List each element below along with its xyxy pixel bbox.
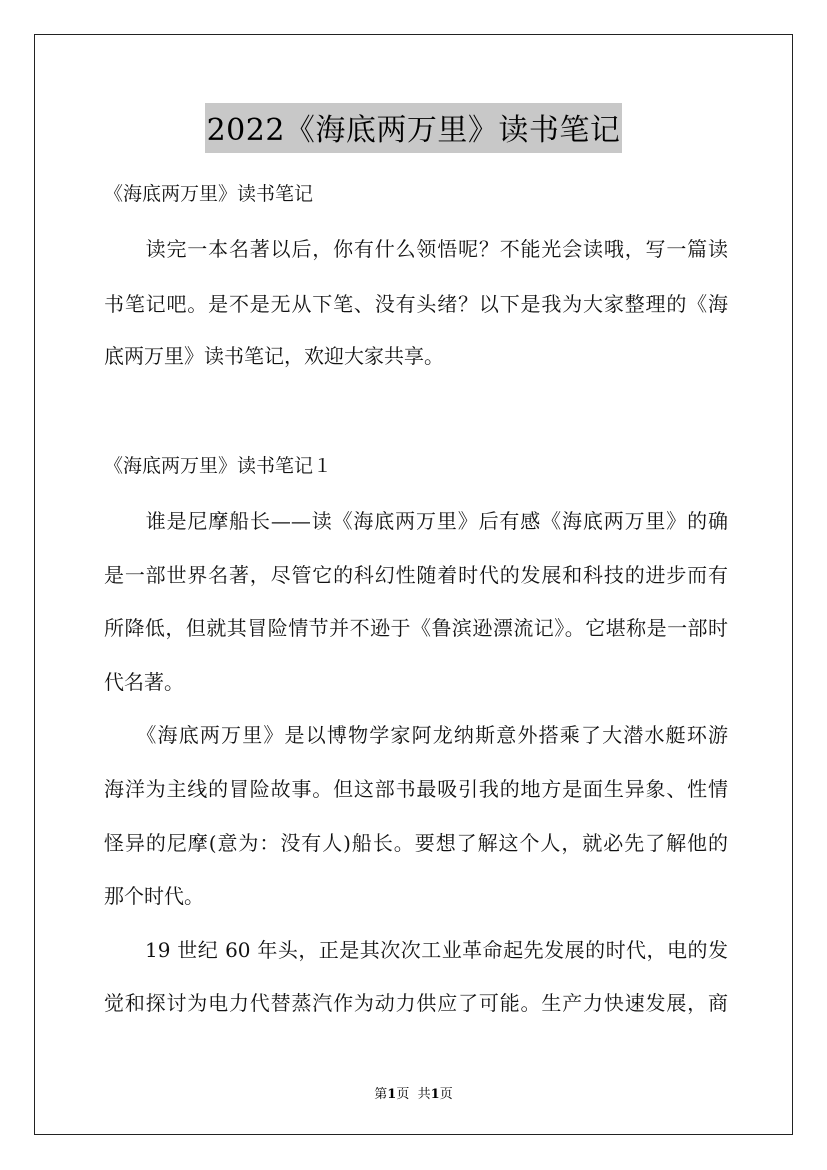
paragraph-line: 所降低，但就其冒险情节并不逊于《鲁滨逊漂流记》。它堪称是一部时 bbox=[104, 616, 728, 640]
document-title: 2022《海底两万里》读书笔记 bbox=[205, 103, 623, 153]
footer-page-suffix: 页 bbox=[396, 1087, 410, 1102]
intro-line: 底两万里》读书笔记，欢迎大家共享。 bbox=[104, 344, 444, 368]
footer-total-number: 1 bbox=[430, 1087, 440, 1102]
document-subtitle: 《海底两万里》读书笔记 bbox=[104, 183, 314, 205]
paragraph-line: 19 世纪 60 年头，正是其次次工业革命起先发展的时代，电的发 bbox=[104, 938, 728, 962]
intro-line: 读完一本名著以后，你有什么领悟呢？不能光会读哦，写一篇读 bbox=[104, 237, 728, 261]
paragraph-line: 那个时代。 bbox=[104, 884, 204, 908]
paragraph-line: 是一部世界名著，尽管它的科幻性随着时代的发展和科技的进步而有 bbox=[104, 563, 728, 587]
paragraph-line: 怪异的尼摩(意为：没有人)船长。要想了解这个人，就必先了解他的 bbox=[104, 831, 728, 855]
page-footer bbox=[0, 1083, 827, 1102]
footer-total-suffix: 页 bbox=[439, 1087, 453, 1102]
title-wrap bbox=[0, 103, 827, 153]
paragraph-line: 觉和探讨为电力代替蒸汽作为动力供应了可能。生产力快速发展，商 bbox=[104, 991, 728, 1015]
footer-total-prefix: 共 bbox=[417, 1087, 431, 1102]
footer-page-prefix: 第 bbox=[374, 1087, 388, 1102]
paragraph-line: 《海底两万里》是以博物学家阿龙纳斯意外搭乘了大潜水艇环游 bbox=[104, 723, 728, 747]
paragraph-line: 代名著。 bbox=[104, 670, 184, 694]
footer-page-number: 1 bbox=[387, 1087, 397, 1102]
paragraph-line: 海洋为主线的冒险故事。但这部书最吸引我的地方是面生异象、性情 bbox=[104, 777, 728, 801]
section-heading: 《海底两万里》读书笔记１ bbox=[104, 455, 333, 477]
intro-line: 书笔记吧。是不是无从下笔、没有头绪？以下是我为大家整理的《海 bbox=[104, 292, 728, 316]
paragraph-line: 谁是尼摩船长——读《海底两万里》后有感《海底两万里》的确 bbox=[104, 509, 728, 533]
